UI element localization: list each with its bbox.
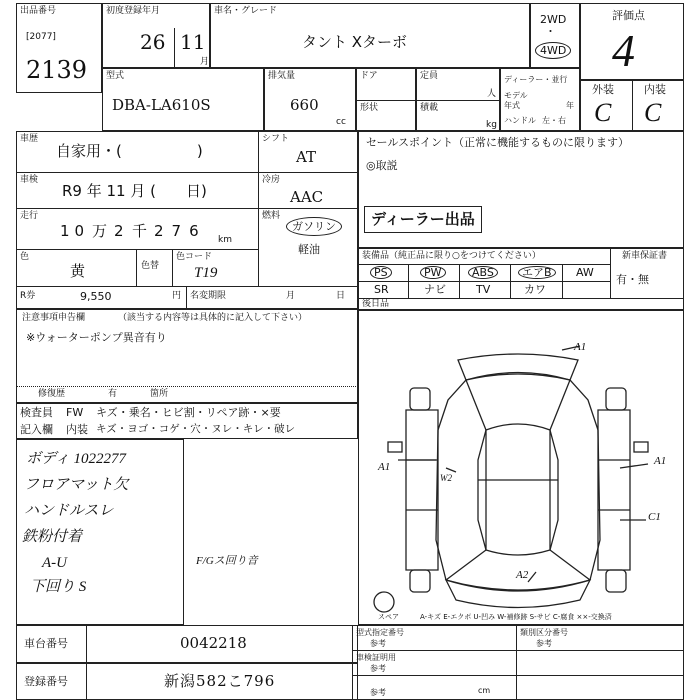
history-value: 自家用・( ) [56,142,203,160]
diagram-legend: A-キズ E-エクボ U-凹み W-補修跡 S-サビ C-腐食 ××-交換済 [420,613,612,621]
inspector-fw: FW [66,406,84,419]
shape-label: 形状 [360,103,379,113]
mileage-man: 10 [60,222,90,240]
drive-dot: ・ [545,25,556,38]
ext-label: 外装 [592,83,614,96]
equip-divider [610,248,611,298]
handle-value: 左・右 [542,116,566,125]
inspector-label-2: 記入欄 [20,423,53,436]
inspector-legend-2: キズ・ヨゴ・コゲ・穴・ヌレ・キレ・破レ [96,423,296,435]
row-divider-3 [16,249,258,250]
color-code-label: 色コード [176,252,213,262]
hw-line-6: 下回り S [30,579,87,595]
recycle-value: 9,550 [80,290,112,303]
int-label: 内装 [644,83,666,96]
capacity-label: 定員 [420,71,439,81]
equip-pw: PW [420,266,446,279]
color-code-value: T19 [194,265,218,281]
color-label: 色 [20,252,30,262]
cm-label: cm [478,686,491,695]
score-label: 評価点 [612,9,645,22]
hw-line-2: フロアマット欠 [24,477,129,493]
damage-mark-2: A1 [378,461,391,473]
mileage-rest: 276 [154,222,207,240]
spec-line-2 [352,675,684,676]
after-label: 後日品 [362,299,390,309]
warranty-label: 新車保証書 [622,251,668,261]
handle-label: ハンドル [504,116,536,125]
equip-col-1 [408,264,409,298]
car-name: タント Xターボ [302,33,408,51]
fuel-value: ガソリン [286,217,342,236]
chassis-label: 車台番号 [24,637,68,650]
damage-mark-5: C1 [648,511,661,523]
recycle-divider [186,286,187,309]
equip-col-4 [562,264,563,298]
equip-col-3 [510,264,511,298]
grades-divider [632,80,633,131]
model-year-unit: 年 [566,101,574,110]
dealer-box: ディーラー出品 [364,206,482,233]
equip-aw: AW [576,266,594,279]
mileage-label: 走行 [20,211,39,221]
lot-number: 2139 [26,56,88,84]
drive-4wd: 4WD [535,42,571,59]
reg-year: 26 [140,30,166,54]
model-value: DBA-LA610S [112,96,211,114]
equip-navi: ナビ [424,283,446,296]
load-label: 積載 [420,103,439,113]
equip-leather: カワ [524,283,546,296]
equip-sr: SR [374,283,389,296]
row-divider-2 [16,208,358,209]
repair-value: 有 [108,389,118,399]
fuel-value-2: 軽油 [298,243,320,256]
mileage-sen-unit: 千 [132,222,148,240]
load-unit: kg [486,120,497,130]
history-label: 車歴 [20,134,39,144]
drive-2wd: 2WD [540,13,567,26]
repair-place: 箇所 [150,389,169,399]
notes-text: ※ウォーターポンプ異音有り [26,331,167,344]
ac-value: AAC [290,188,324,206]
recycle-label: R券 [20,291,36,301]
reg-label: 初度登録年月 [106,6,161,16]
int-grade: C [644,98,662,127]
mileage-sen: 2 [114,222,124,240]
spec-line-1 [352,650,684,651]
damage-mark-3: W2 [440,473,452,483]
damage-mark-4: A1 [654,455,667,467]
color-divider-1 [136,249,137,286]
equip-ps: PS [370,266,392,279]
equip-label: 装備品（純正品に限り○をつけてください） [362,251,541,261]
disp-unit: cc [336,117,346,127]
ref-1: 参考 [370,639,386,648]
inspection-label: 車検 [20,175,39,185]
reg-month: 11 [180,30,206,54]
inspector-label: 検査員 [20,406,53,419]
mileage-unit: km [218,235,232,245]
model-label: 型式 [106,71,125,81]
lot-label: 出品番号 [20,6,57,16]
notes-block [16,309,358,403]
equip-col-2 [459,264,460,298]
row-divider-4 [16,286,358,287]
dealer-label: ディーラー・並行 [504,75,568,84]
fuel-label: 燃料 [262,211,281,221]
color-value: 黄 [70,262,86,280]
notes-hint: （該当する内容等は具体的に記入して下さい） [118,313,308,323]
name-label: 車名・グレード [214,6,278,16]
disp-value: 660 [290,96,319,114]
sales-label: セールスポイント（正常に機能するものに限ります） [366,136,630,149]
spare-label: スペア [378,613,399,621]
equip-row-line-3 [358,298,684,299]
ref-4: 参考 [370,688,386,697]
repair-divider [16,386,358,387]
hw-line-5: A-U [42,555,67,571]
capacity-unit: 人 [487,89,497,99]
inspection-value: R9 年 11 月 ( 日) [62,182,207,200]
name-change-month: 月 [286,291,296,301]
reg-month-unit: 月 [200,57,210,67]
score-value: 4 [612,25,635,76]
equip-tv: TV [476,283,491,296]
color-divider-2 [172,249,173,286]
damage-mark-6: A2 [516,569,529,581]
ref-2: 参考 [536,639,552,648]
ext-grade: C [594,98,612,127]
equip-abs: ABS [468,266,498,279]
repair-label: 修復歴 [38,389,66,399]
color-change-label: 色替 [141,261,160,271]
equip-row-line-2 [358,281,610,282]
equip-row-line-1 [358,264,610,265]
hw-line-3: ハンドルスレ [24,503,114,519]
inspector-legend-1: キズ・乗名・ヒビ割・リペア跡・×要 [96,406,281,419]
reg-divider [174,28,175,68]
class-label: 類別区分番号 [520,628,568,637]
shift-label: シフト [262,134,290,144]
inspector-interior: 内装 [66,423,88,436]
ac-label: 冷房 [262,175,281,185]
notes-label: 注意事項申告欄 [22,313,86,323]
name-change-label: 名変期限 [190,291,227,301]
hw-line-4: 鉄粉付着 [22,529,83,545]
model-year-label1: モデル [504,91,528,100]
model-year-label2: 年式 [504,101,520,110]
chassis-value: 0042218 [180,634,247,652]
row-divider-1 [16,172,358,173]
damage-mark-1: A1 [574,341,587,353]
spec-divider [516,625,517,700]
mileage-man-unit: 万 [92,222,108,240]
sales-point: ◎取説 [366,159,398,172]
recycle-unit: 円 [172,291,182,301]
ref-3: 参考 [370,664,386,673]
warranty-value: 有・無 [616,273,649,286]
disp-label: 排気量 [268,71,296,81]
lot-ref: [2077] [26,32,56,42]
cert-label: 車検証明用 [356,653,396,662]
hw-line-1: ボディ 1022277 [26,451,127,467]
plate-value: 新潟582こ796 [164,672,276,690]
hw-side-note: F/Gス回り音 [196,555,258,567]
door-label: ドア [360,71,378,81]
name-change-day: 日 [336,291,346,301]
equip-airbag: エアB [518,266,556,279]
shift-value: AT [296,148,317,166]
plate-label: 登録番号 [24,675,68,688]
type-label: 型式指定番号 [356,628,404,637]
